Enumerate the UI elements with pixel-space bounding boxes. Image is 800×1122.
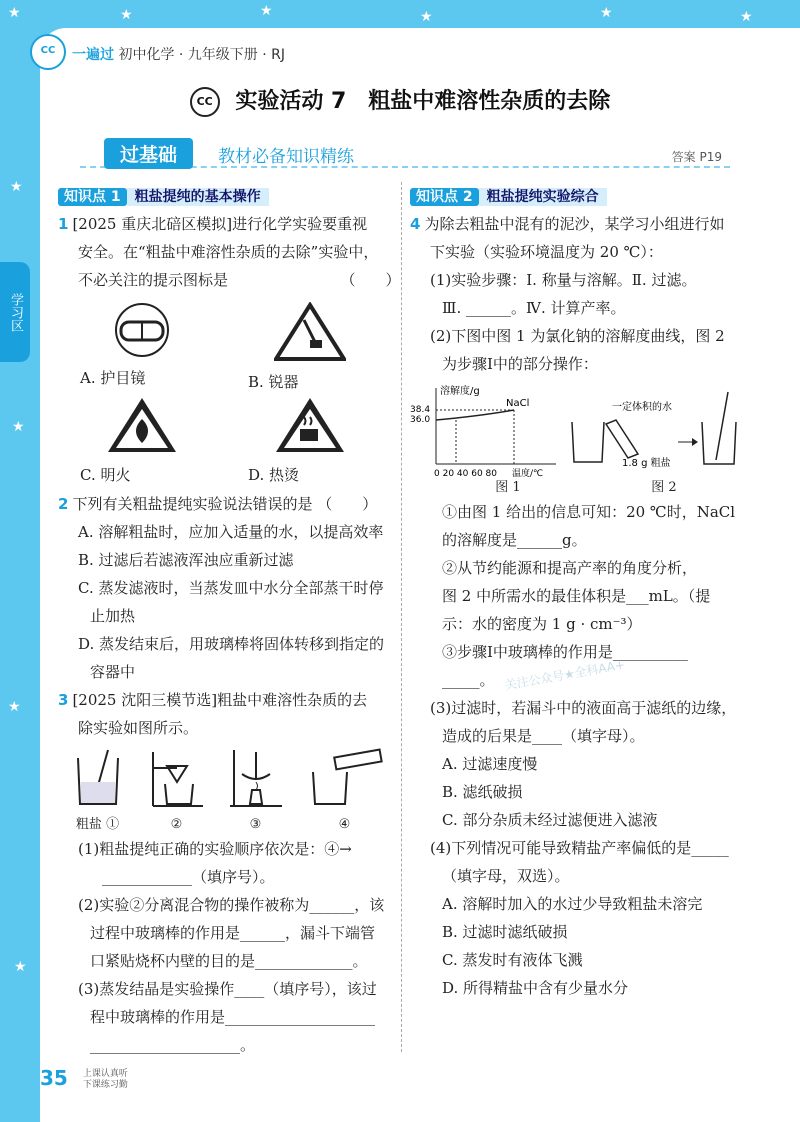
figure-2-caption: 图 2	[651, 480, 677, 495]
footer-slogan	[83, 1069, 128, 1091]
title-text: 实验活动 7 粗盐中难溶性杂质的去除	[235, 89, 611, 114]
book-info: 初中化学 · 九年级下册 · RJ	[118, 47, 286, 63]
q4-option: C. 蒸发时有液体飞溅	[442, 951, 583, 969]
q4-line: ③步骤Ⅰ中玻璃棒的作用是__________	[442, 643, 688, 661]
kp1-title: 粗盐提纯的基本操作	[127, 188, 269, 206]
arrow-head-icon	[692, 438, 698, 446]
q3-line: 除实验如图所示。	[78, 719, 199, 737]
q2-option: C. 蒸发滤液时，当蒸发皿中水分全部蒸干时停	[78, 579, 384, 597]
left-column	[58, 182, 401, 1059]
knowledge-point-2	[410, 186, 607, 206]
dissolving-operation-figure	[568, 382, 742, 478]
q1-number: 1	[58, 215, 69, 233]
footer	[40, 1066, 128, 1091]
brand-name: 一遍过	[72, 47, 114, 63]
evaporate-setup-icon	[226, 748, 286, 808]
kp2-title: 粗盐提纯实验综合	[479, 188, 607, 206]
question-2	[58, 490, 394, 686]
q2-option: 止加热	[90, 607, 136, 625]
chart-xlabel: 温度/℃	[512, 469, 544, 478]
q1-line: 不必关注的提示图标是 （ ）	[78, 271, 401, 289]
sharp-option	[226, 302, 394, 393]
hot-surface-icon	[274, 395, 346, 455]
option-a: A. 护目镜	[80, 369, 146, 387]
figure-1-caption: 图 1	[495, 480, 521, 495]
section-tag: 过基础	[104, 138, 193, 169]
q2-option: 容器中	[90, 663, 136, 681]
section-banner	[80, 136, 730, 168]
q4-figures	[410, 382, 742, 478]
q4-line: (2)下图中图 1 为氯化钠的溶解度曲线，图 2	[430, 327, 725, 345]
kp1-number: 知识点 1	[58, 188, 127, 206]
dissolve-beaker-icon	[68, 748, 128, 808]
q4-option: A. 过滤速度慢	[442, 755, 538, 773]
chart-ylabel: 溶解度/g	[440, 386, 480, 397]
page-number: 35	[40, 1066, 68, 1090]
fire-option	[58, 395, 226, 486]
q4-line: 图 2 中所需水的最佳体积是___mL。（提	[442, 587, 711, 605]
q4-number: 4	[410, 215, 421, 233]
q3-part: ____________（填序号）。	[102, 868, 275, 886]
q4-option: B. 滤纸破损	[442, 783, 523, 801]
q4-option: A. 溶解时加入的水过少导致粗盐未溶完	[442, 895, 703, 913]
knowledge-point-1	[58, 186, 269, 206]
q4-line: 为步骤Ⅰ中的部分操作：	[442, 355, 598, 373]
glass-rod-icon	[716, 392, 728, 460]
question-4	[410, 210, 742, 1002]
hot-option	[226, 395, 394, 486]
q4-line: (4)下列情况可能导致精盐产率偏低的是_____	[430, 839, 729, 857]
salt-label: 粗盐	[75, 817, 102, 832]
q2-number: 2	[58, 495, 69, 513]
title-badge-icon: CC	[190, 87, 220, 117]
q3-number: 3	[58, 691, 69, 709]
figure-captions	[410, 478, 742, 498]
q1-line: 安全。在“粗盐中难溶性杂质的去除”实验中，	[78, 243, 379, 261]
option-d: D. 热烫	[248, 466, 300, 484]
q3-part: (3)蒸发结晶是实验操作____（填序号），该过	[78, 980, 377, 998]
pouring-beaker-icon	[606, 420, 638, 458]
question-3	[58, 686, 394, 1059]
question-1	[58, 210, 401, 486]
goggles-icon	[109, 302, 175, 358]
q3-part: (2)实验②分离混合物的操作被称为______，该	[78, 896, 385, 914]
step-label: ④	[338, 817, 351, 832]
open-flame-icon	[106, 395, 178, 455]
q3-part: ____________________。	[90, 1036, 256, 1054]
solubility-curve-chart	[410, 382, 560, 478]
slogan-line: 下课练习勤	[82, 1079, 128, 1090]
q4-line: 造成的后果是____（填字母）。	[442, 727, 645, 745]
q4-option: D. 所得精盐中含有少量水分	[442, 979, 629, 997]
watermark: 关注公众号★全科AA+	[503, 657, 626, 693]
header	[72, 44, 285, 64]
q4-line: _____。	[442, 671, 495, 689]
q3-line: [2025 沈阳三模节选]粗盐中难溶性杂质的去	[72, 691, 368, 709]
beaker-icon	[572, 422, 604, 462]
step-label: ③	[249, 817, 262, 832]
answer-ref: 答案 P19	[671, 150, 722, 164]
q4-line: 下实验（实验环境温度为 20 ℃）：	[430, 243, 663, 261]
chart-xticks: 0 20 40 60 80	[434, 469, 497, 478]
q1-line: [2025 重庆北碚区模拟]进行化学实验要重视	[72, 215, 368, 233]
chart-ytick: 36.0	[410, 415, 431, 425]
nacl-curve	[436, 410, 514, 420]
q4-line: 示：水的密度为 1 g · cm⁻³）	[442, 615, 642, 633]
q2-option: D. 蒸发结束后，用玻璃棒将固体转移到指定的	[78, 635, 385, 653]
q4-line: 的溶解度是______g。	[442, 531, 587, 549]
q4-line: ①由图 1 给出的信息可知：20 ℃时，NaCl	[442, 503, 736, 521]
q3-part: 程中玻璃棒的作用是____________________	[90, 1008, 376, 1026]
water-label: 一定体积的水	[612, 402, 672, 413]
option-b: B. 锐器	[248, 373, 299, 391]
side-tab: 学习区	[0, 262, 30, 362]
q4-line: (3)过滤时，若漏斗中的液面高于滤纸的边缘，	[430, 699, 737, 717]
column-divider	[401, 182, 402, 1052]
q2-option: B. 过滤后若滤液浑浊应重新过滤	[78, 551, 294, 569]
apparatus-figure	[58, 748, 394, 833]
sharp-object-icon	[274, 302, 346, 362]
q4-option: B. 过滤时滤纸破损	[442, 923, 568, 941]
q4-option: C. 部分杂质未经过滤便进入滤液	[442, 811, 658, 829]
q2-stem: 下列有关粗盐提纯实验说法错误的是 （ ）	[72, 495, 378, 513]
q4-line: （填字母，双选）。	[442, 867, 570, 885]
page-title	[0, 84, 800, 117]
goggles-option	[58, 302, 226, 393]
chart-series-label: NaCl	[506, 398, 530, 409]
section-subtitle: 教材必备知识精练	[218, 147, 354, 167]
right-column	[410, 182, 742, 1002]
slogan-line: 上课认真听	[82, 1068, 128, 1079]
kp2-number: 知识点 2	[410, 188, 479, 206]
q3-part: 口紧贴烧杯内壁的目的是_____________。	[90, 952, 368, 970]
q4-line: ②从节约能源和提高产率的角度分析，	[442, 559, 698, 577]
mascot-logo: CC	[30, 34, 66, 70]
filter-setup-icon	[147, 748, 207, 808]
q1-icon-grid	[58, 302, 394, 486]
chart-ytick: 38.4	[410, 405, 431, 415]
q3-part: (1)粗盐提纯正确的实验顺序依次是：④→	[78, 840, 352, 858]
q4-line: (1)实验步骤：Ⅰ. 称量与溶解。Ⅱ. 过滤。	[430, 271, 697, 289]
step-label: ①	[106, 817, 120, 832]
pour-cylinder-icon	[305, 748, 385, 808]
q2-option: A. 溶解粗盐时，应加入适量的水，以提高效率	[78, 523, 384, 541]
step-label: ②	[170, 817, 183, 832]
option-c: C. 明火	[80, 466, 131, 484]
q4-line: Ⅲ. ______。Ⅳ. 计算产率。	[442, 299, 626, 317]
salt-mass-label: 1.8 g 粗盐	[622, 458, 671, 469]
q3-part: 过程中玻璃棒的作用是______，漏斗下端管	[90, 924, 376, 942]
q4-line: 为除去粗盐中混有的泥沙，某学习小组进行如	[424, 215, 725, 233]
